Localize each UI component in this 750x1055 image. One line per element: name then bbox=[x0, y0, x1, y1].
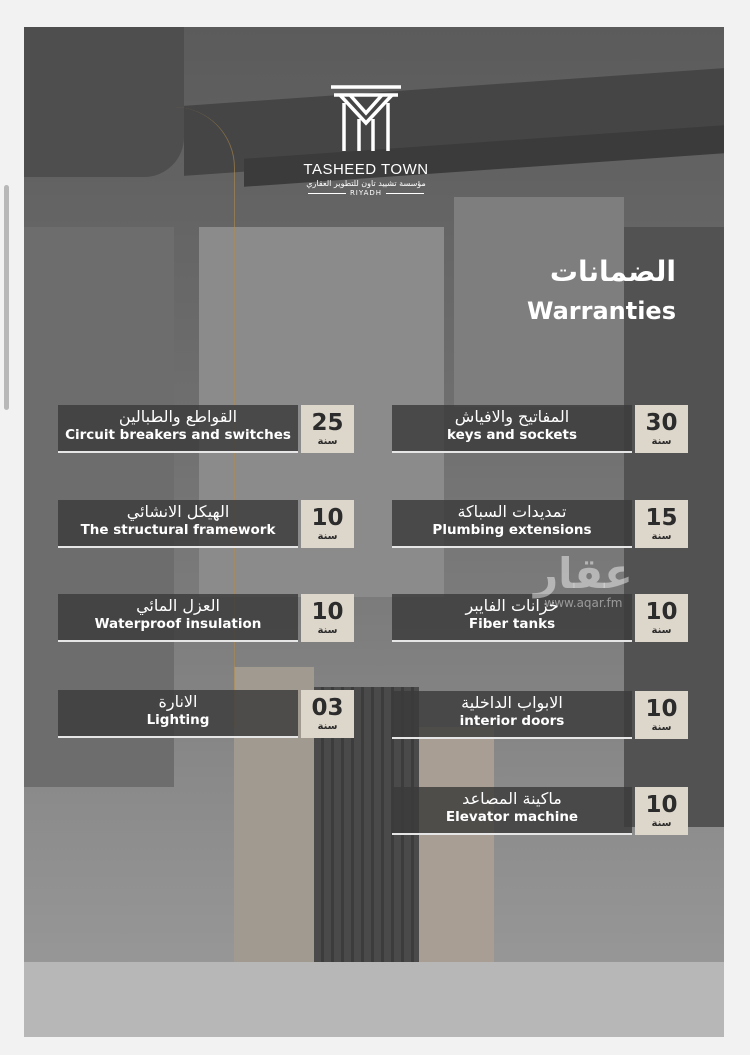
year-unit: سنة bbox=[651, 625, 672, 636]
warranty-years-badge bbox=[635, 405, 688, 453]
warranty-years: 15 bbox=[645, 505, 678, 531]
warranty-years-badge bbox=[301, 405, 354, 453]
warranty-years: 30 bbox=[645, 410, 678, 436]
brand-logo bbox=[286, 83, 446, 197]
warranty-name-english: Elevator machine bbox=[445, 809, 579, 825]
warranty-years: 10 bbox=[645, 792, 678, 818]
warranty-years-badge bbox=[635, 500, 688, 548]
warranty-name-english: Waterproof insulation bbox=[94, 616, 262, 632]
year-unit: سنة bbox=[651, 722, 672, 733]
background-column bbox=[419, 727, 494, 967]
year-unit: سنة bbox=[317, 625, 338, 636]
brand-subtitle: مؤسسة تشييد تاون للتطوير العقاري bbox=[306, 179, 426, 188]
watermark-url: www.aqar.fm bbox=[544, 596, 623, 610]
warranty-name-arabic: الابواب الداخلية bbox=[461, 693, 563, 712]
warranty-years: 10 bbox=[645, 696, 678, 722]
warranty-years: 10 bbox=[311, 505, 344, 531]
watermark-logo-text: عقار bbox=[534, 549, 633, 598]
warranty-label bbox=[58, 690, 298, 738]
warranty-label bbox=[58, 405, 298, 453]
warranty-years-badge bbox=[635, 691, 688, 739]
warranty-label bbox=[58, 500, 298, 548]
warranty-years: 10 bbox=[311, 599, 344, 625]
heading-arabic: الضمانات bbox=[549, 255, 676, 288]
warranty-name-english: Plumbing extensions bbox=[432, 522, 592, 538]
warranty-name-arabic: القواطع والطبالين bbox=[118, 407, 238, 426]
tasheed-town-logo-icon bbox=[326, 83, 406, 155]
warranty-years-badge bbox=[635, 787, 688, 835]
warranty-name-arabic: المفاتيح والافياش bbox=[454, 407, 570, 426]
warranty-years: 10 bbox=[645, 599, 678, 625]
warranty-label bbox=[392, 405, 632, 453]
warranty-name-english: Fiber tanks bbox=[468, 616, 556, 632]
warranty-years: 03 bbox=[311, 695, 344, 721]
year-unit: سنة bbox=[651, 531, 672, 542]
warranty-years-badge bbox=[301, 594, 354, 642]
brand-city: RIYADH bbox=[286, 189, 446, 197]
year-unit: سنة bbox=[317, 436, 338, 447]
warranty-years-badge bbox=[635, 594, 688, 642]
warranty-name-english: Lighting bbox=[146, 712, 210, 728]
year-unit: سنة bbox=[651, 436, 672, 447]
year-unit: سنة bbox=[651, 818, 672, 829]
warranty-name-arabic: ماكينة المصاعد bbox=[462, 789, 562, 808]
scrollbar[interactable] bbox=[4, 185, 9, 410]
warranty-label bbox=[58, 594, 298, 642]
warranty-name-arabic: الانارة bbox=[158, 692, 198, 711]
warranty-years: 25 bbox=[311, 410, 344, 436]
warranty-label bbox=[392, 691, 632, 739]
warranty-label bbox=[392, 500, 632, 548]
warranty-name-arabic: العزل المائي bbox=[136, 596, 220, 615]
warranty-label bbox=[392, 787, 632, 835]
warranty-name-arabic: خزانات الفايبر bbox=[465, 596, 559, 615]
aqar-watermark bbox=[534, 549, 633, 610]
warranty-name-arabic: تمديدات السباكة bbox=[457, 502, 567, 521]
warranty-years-badge bbox=[301, 690, 354, 738]
background-shape bbox=[24, 27, 184, 177]
year-unit: سنة bbox=[317, 531, 338, 542]
warranty-name-english: Circuit breakers and switches bbox=[65, 427, 291, 443]
warranty-poster bbox=[24, 27, 724, 1037]
warranty-name-arabic: الهيكل الانشائي bbox=[126, 502, 230, 521]
brand-name: TASHEED TOWN bbox=[303, 161, 429, 178]
warranty-name-english: interior doors bbox=[459, 713, 565, 729]
warranty-years-badge bbox=[301, 500, 354, 548]
warranty-name-english: The structural framework bbox=[80, 522, 276, 538]
heading-english: Warranties bbox=[526, 297, 676, 325]
warranty-name-english: keys and sockets bbox=[447, 427, 577, 443]
year-unit: سنة bbox=[317, 721, 338, 732]
background-ground bbox=[24, 962, 724, 1037]
